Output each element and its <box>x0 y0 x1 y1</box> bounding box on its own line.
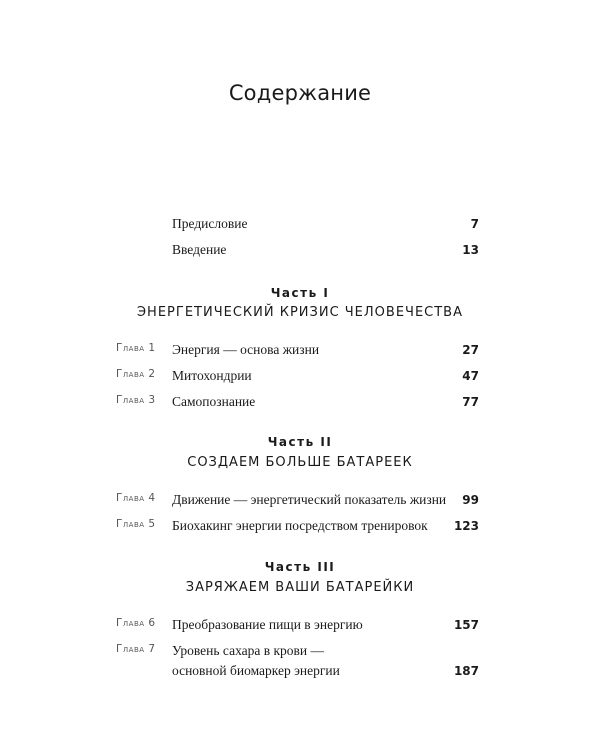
chapter-number: Глава 5 <box>116 518 156 530</box>
toc-entry-chapter-1[interactable] <box>0 340 600 360</box>
part-3-number: Часть III <box>264 560 336 574</box>
toc-entry-chapter-7[interactable] <box>0 641 600 681</box>
entry-label: Митохондрии <box>172 368 252 383</box>
toc-entry-chapter-2[interactable] <box>0 366 600 386</box>
page-title: Содержание <box>228 81 372 105</box>
entry-page-number: 47 <box>462 369 479 383</box>
toc-entry-chapter-5[interactable] <box>0 516 600 536</box>
part-2-title: СОЗДАЕМ БОЛЬШЕ БАТАРЕЕК <box>187 455 413 470</box>
part-2-number: Часть II <box>267 435 333 449</box>
toc-entry-chapter-3[interactable] <box>0 392 600 412</box>
toc-entry-chapter-4[interactable] <box>0 490 600 510</box>
entry-page-number: 13 <box>462 243 479 257</box>
entry-page-number: 99 <box>462 493 479 507</box>
entry-label: Преобразование пищи в энергию <box>172 617 363 632</box>
entry-page-number: 187 <box>453 664 479 678</box>
part-1-title: ЭНЕРГЕТИЧЕСКИЙ КРИЗИС ЧЕЛОВЕЧЕСТВА <box>136 305 463 320</box>
entry-label: Биохакинг энергии посредством тренировок <box>172 518 428 533</box>
entry-label: Энергия — основа жизни <box>172 342 320 357</box>
chapter-number: Глава 7 <box>116 643 156 655</box>
chapter-number: Глава 1 <box>116 342 156 354</box>
entry-label: Движение — энергетический показатель жизни <box>172 492 447 507</box>
entry-label: Предисловие <box>172 216 248 231</box>
toc-entry-introduction[interactable] <box>0 240 600 260</box>
chapter-number: Глава 6 <box>116 617 156 629</box>
entry-page-number: 7 <box>470 217 479 231</box>
toc-entry-preface[interactable] <box>0 214 600 234</box>
toc-entry-chapter-6[interactable] <box>0 615 600 635</box>
entry-page-number: 77 <box>462 395 479 409</box>
entry-label: Самопознание <box>172 394 256 409</box>
entry-page-number: 157 <box>453 618 479 632</box>
entry-page-number: 27 <box>462 343 479 357</box>
chapter-number: Глава 2 <box>116 368 156 380</box>
chapter-number: Глава 4 <box>116 492 156 504</box>
entry-page-number: 123 <box>453 519 479 533</box>
entry-label-continuation: основной биомаркер энергии <box>172 663 340 678</box>
entry-label: Уровень сахара в крови — <box>172 643 325 658</box>
part-3-title: ЗАРЯЖАЕМ ВАШИ БАТАРЕЙКИ <box>185 580 415 595</box>
part-1-number: Часть I <box>270 286 330 300</box>
entry-label: Введение <box>172 242 227 257</box>
chapter-number: Глава 3 <box>116 394 156 406</box>
